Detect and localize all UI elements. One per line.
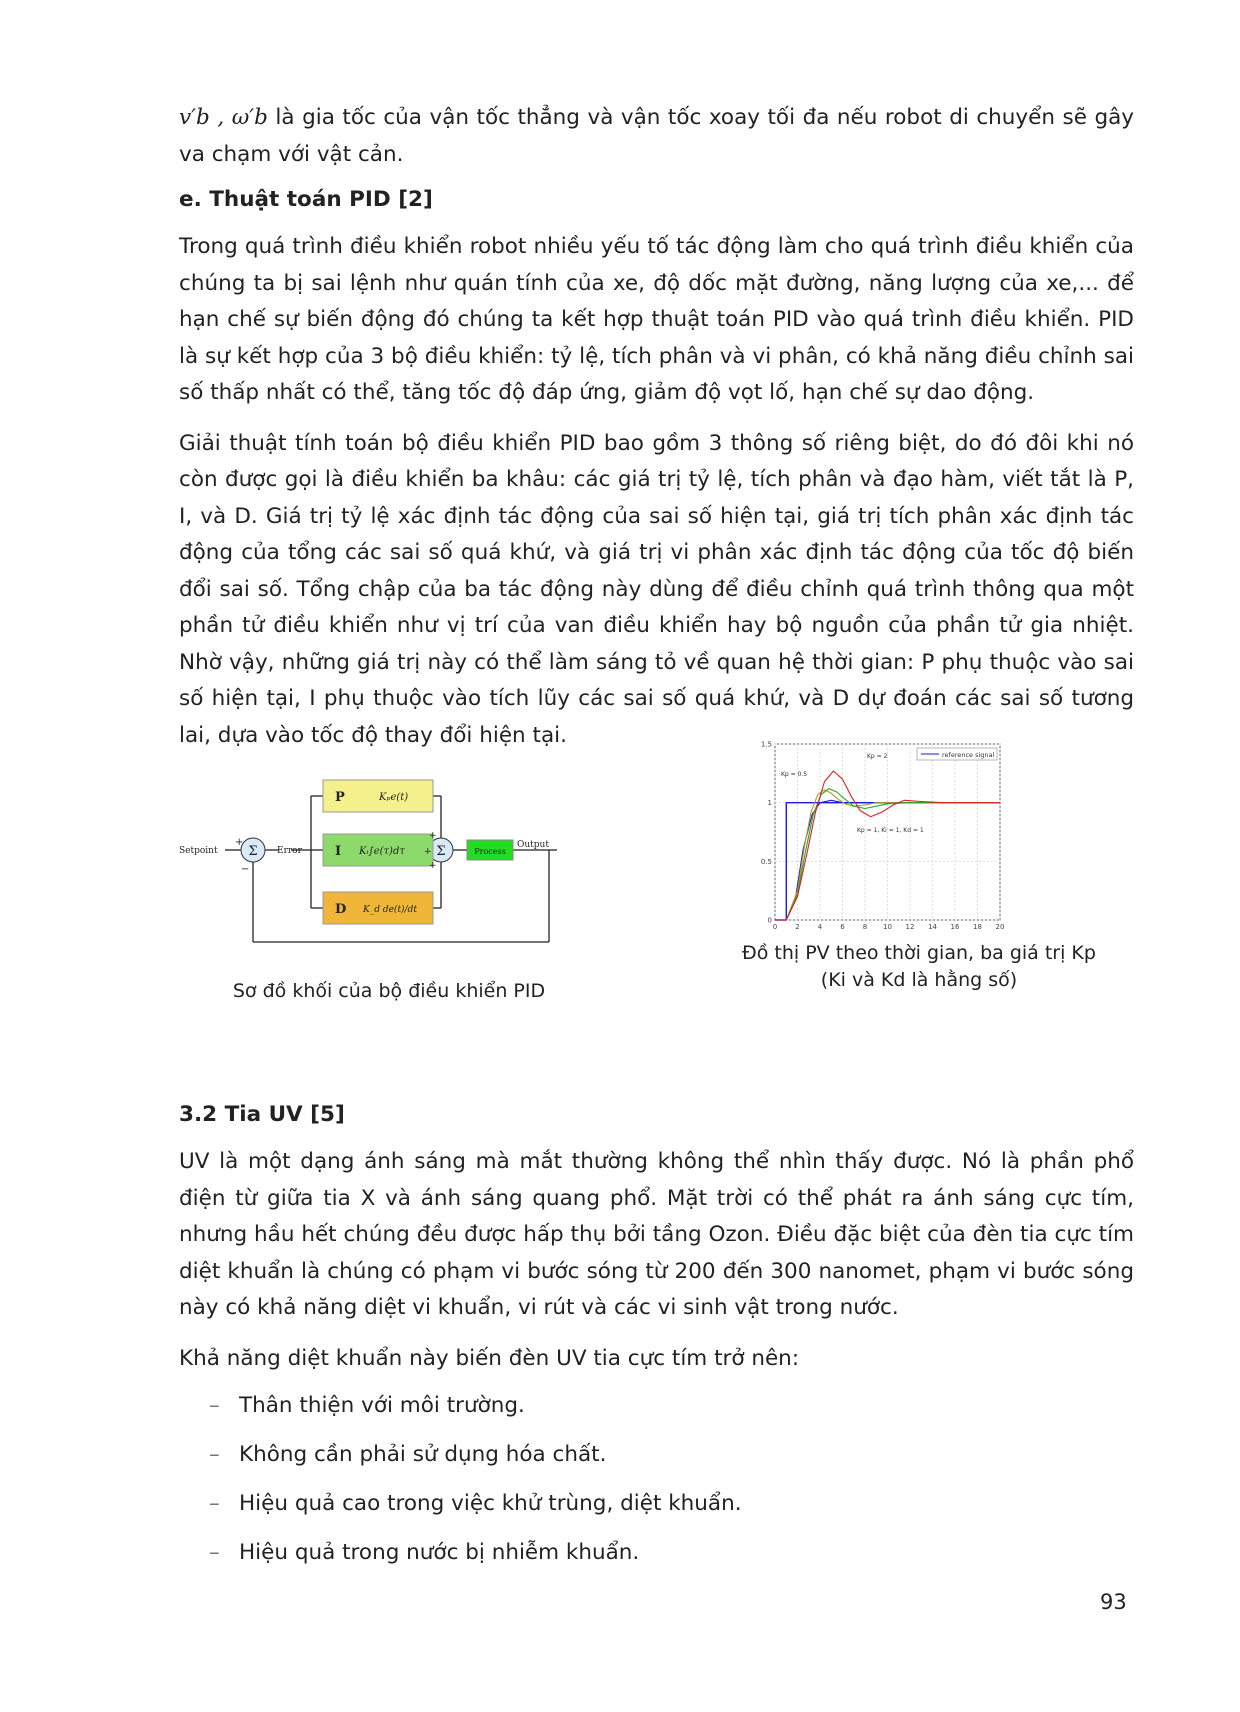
list-item: – Thân thiện với môi trường.	[209, 1393, 525, 1418]
svg-text:−: −	[241, 864, 250, 875]
x-tick-label: 18	[973, 923, 982, 931]
annotation-kp1: Kp = 1, Ki = 1, Kd = 1	[857, 827, 924, 834]
svg-text:Σ: Σ	[436, 844, 446, 859]
uv-section	[179, 1100, 1134, 1568]
process-label: Process	[474, 847, 506, 856]
page-content	[179, 100, 1134, 1587]
x-tick-label: 6	[840, 923, 845, 931]
i-formula: Kᵢ∫e(τ)dτ	[359, 846, 405, 857]
x-tick-label: 14	[928, 923, 937, 931]
y-tick-label: 0.5	[760, 857, 772, 866]
intro-text: là gia tốc của vận tốc thẳng và vận tốc xoay tối đa nếu robot di chuyển sẽ gây va chạm với vật cản.	[179, 105, 1134, 167]
svg-text:+: +	[429, 831, 437, 841]
symbol-omega: ω′b	[231, 105, 268, 130]
d-label: D	[335, 902, 347, 917]
page-number: 93	[1100, 1590, 1127, 1614]
chart-caption-line2: (Ki và Kd là hằng số)	[820, 969, 1018, 991]
pid-response-chart	[757, 738, 1017, 934]
x-tick-label: 8	[862, 923, 868, 931]
x-tick-label: 2	[795, 923, 800, 931]
x-tick-label: 10	[883, 923, 892, 931]
p-formula: Kₚe(t)	[379, 792, 409, 803]
x-tick-label: 16	[950, 923, 960, 931]
error-label: Error	[277, 846, 302, 856]
list-item: – Hiệu quả trong nước bị nhiễm khuẩn.	[209, 1540, 640, 1565]
uv-benefits-list	[179, 1391, 1134, 1568]
uv-paragraph-1: UV là một dạng ánh sáng mà mắt thường không thể nhìn thấy được. Nó là phần phổ điện từ giữa tia X và ánh sáng quang phổ. Mặt trời có thể phát ra ánh sáng cực tím, nhưng hầu hết chúng đều được hấp thụ bởi tầng Ozon. Điều đặc biệt của đèn tia cực tím diệt khuẩn là chúng có phạm vi bước sóng từ 200 đến 300 nanomet, phạm vi bước sóng này có khả năng diệt vi khuẩn, vi rút và các vi sinh vật trong nước.	[179, 1149, 1134, 1320]
svg-text:Σ: Σ	[248, 844, 258, 859]
pid-block-diagram-figure	[179, 768, 599, 1005]
uv-paragraph-2: Khả năng diệt khuẩn này biến đèn UV tia cực tím trở nên:	[179, 1345, 800, 1371]
output-label: Output	[517, 840, 549, 850]
pid-paragraph-1: Trong quá trình điều khiển robot nhiều yếu tố tác động làm cho quá trình điều khiển của chúng ta bị sai lệnh như quán tính của xe, độ dốc mặt đường, năng lượng của xe,... để hạn chế sự biến động đó chúng ta kết hợp thuật toán PID vào quá trình điều khiển. PID là sự kết hợp của 3 bộ điều khiển: tỷ lệ, tích phân và vi phân, có khả năng điều chỉnh sai số thấp nhất có thể, tăng tốc độ đáp ứng, giảm độ vọt lố, hạn chế sự dao động.	[179, 234, 1134, 405]
svg-text:+: +	[424, 847, 432, 857]
setpoint-label: Setpoint	[179, 846, 218, 856]
pid-response-chart-figure	[739, 740, 1099, 994]
pid-block-diagram	[179, 768, 599, 968]
y-tick-label: 0	[767, 916, 772, 925]
p-label: P	[335, 790, 345, 805]
y-tick-label: 1	[767, 799, 772, 808]
list-item: – Không cần phải sử dụng hóa chất.	[209, 1442, 607, 1467]
diagram-caption: Sơ đồ khối của bộ điều khiển PID	[232, 980, 546, 1002]
figures-row	[179, 740, 1134, 1060]
x-tick-label: 4	[817, 923, 823, 931]
d-formula: K_d de(t)/dt	[363, 905, 417, 915]
list-item: – Hiệu quả cao trong việc khử trùng, diệt khuẩn.	[209, 1491, 742, 1516]
pid-paragraph-2: Giải thuật tính toán bộ điều khiển PID bao gồm 3 thông số riêng biệt, do đó đôi khi nó còn được gọi là điều khiển ba khâu: các giá trị tỷ lệ, tích phân và đạo hàm, viết tắt là P, I, và D. Giá trị tỷ lệ xác định tác động của sai số hiện tại, giá trị tích phân xác định tác động của tổng các sai số quá khứ, và giá trị vi phân xác định tác động của tốc độ biến đổi sai số. Tổng chập của ba tác động này dùng để điều chỉnh quá trình thông qua một phần tử điều khiển như vị trí của van điều khiển hay bộ nguồn của phần tử gia nhiệt. Nhờ vậy, những giá trị này có thể làm sáng tỏ về quan hệ thời gian: P phụ thuộc vào sai số hiện tại, I phụ thuộc vào tích lũy các sai số quá khứ, và D dự đoán các sai số tương lai, dựa vào tốc độ thay đổi hiện tại.	[179, 430, 1134, 748]
symbol-v: v′b	[179, 105, 210, 130]
annotation-kp05: Kp = 0.5	[781, 771, 808, 778]
x-tick-label: 20	[995, 923, 1005, 931]
uv-heading: 3.2 Tia UV [5]	[179, 1102, 345, 1127]
annotation-kp2: Kp = 2	[867, 753, 888, 760]
x-tick-label: 0	[772, 923, 778, 931]
svg-text:+: +	[429, 861, 437, 871]
x-tick-label: 12	[905, 923, 915, 931]
y-tick-label: 1.5	[760, 740, 772, 749]
svg-text:+: +	[235, 837, 244, 848]
chart-caption-line1: Đồ thị PV theo thời gian, ba giá trị Kp	[742, 942, 1096, 964]
legend-label: reference signal	[942, 751, 995, 759]
pid-heading: e. Thuật toán PID [2]	[179, 187, 433, 212]
i-label: I	[335, 844, 342, 859]
intro-paragraph: v′b , ω′b là gia tốc của vận tốc thẳng và vận tốc xoay tối đa nếu robot di chuyển sẽ gây va chạm với vật cản.	[179, 105, 1134, 167]
